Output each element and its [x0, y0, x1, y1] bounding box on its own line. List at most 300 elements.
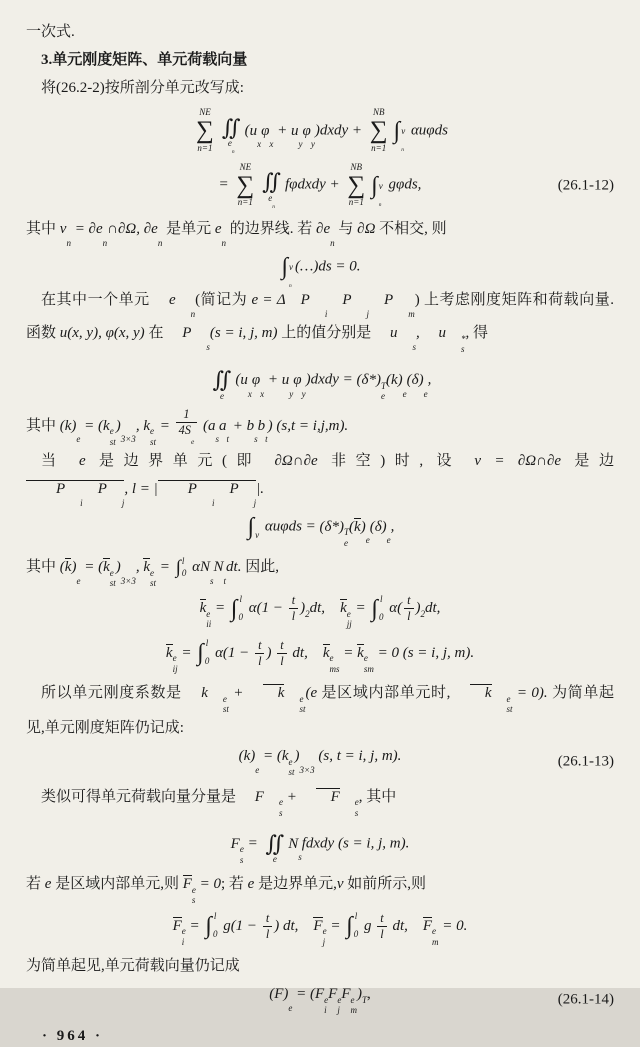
lower-limit	[349, 198, 364, 208]
subscript	[208, 704, 229, 714]
sub-sup-group	[60, 553, 81, 586]
sub-sup-group	[143, 412, 156, 447]
scripts	[284, 694, 305, 715]
equation-line	[26, 104, 614, 158]
text-run: S	[184, 422, 191, 437]
text-run: s	[254, 434, 258, 445]
sub-sup-group	[288, 835, 302, 863]
display-equation	[26, 510, 614, 551]
sub-sup-group	[455, 679, 513, 714]
sub-sup-group	[167, 319, 210, 352]
overline	[340, 599, 347, 617]
text-run: ii	[206, 619, 212, 630]
sub-sup-group	[315, 985, 328, 1015]
base	[247, 418, 255, 434]
base	[250, 123, 258, 139]
lower-limit	[289, 261, 294, 289]
subscript	[401, 147, 405, 157]
superscript	[352, 299, 370, 308]
sub-sup-group	[173, 482, 215, 508]
text-run: N	[213, 558, 224, 575]
text-run: e	[268, 192, 273, 203]
text-run: ) dt,	[274, 917, 314, 934]
fraction	[277, 638, 286, 669]
subscript	[352, 309, 370, 319]
text-run: 非空)时, 设	[317, 453, 475, 470]
inline-math	[251, 291, 415, 319]
text-run: ) (s,t = i,j,m).	[267, 417, 349, 434]
text-run: s	[354, 807, 359, 818]
text-run: 0	[204, 656, 210, 667]
sub-sup-group	[370, 518, 391, 546]
paragraph	[26, 447, 614, 508]
subscript	[446, 344, 466, 354]
display-equation	[26, 250, 614, 289]
text-run: l	[291, 609, 296, 624]
inline-math	[154, 291, 196, 319]
superscript	[289, 273, 293, 283]
subscript	[224, 576, 227, 586]
subscript	[173, 664, 178, 674]
upper-limit	[379, 595, 384, 605]
subscript	[103, 238, 108, 248]
text-run: e	[329, 653, 334, 664]
text-run: st	[109, 436, 116, 447]
text-run: s	[215, 434, 219, 445]
text-run: l	[205, 638, 209, 649]
subscript	[269, 139, 273, 149]
paragraph	[26, 679, 614, 742]
text-run: +	[264, 371, 282, 388]
text-run: m	[432, 936, 439, 947]
text-run: 2	[305, 608, 310, 619]
subscript	[66, 238, 71, 248]
fraction	[176, 407, 198, 446]
paragraph	[26, 407, 614, 447]
subscript	[158, 238, 163, 248]
superscript	[300, 756, 315, 765]
text-run: (	[98, 558, 104, 575]
text-run: α	[188, 558, 200, 575]
sub-sup-group	[310, 985, 367, 1015]
text-run: 是区域内部单元时,	[317, 684, 455, 701]
text-run: st	[299, 703, 306, 714]
section-heading	[26, 46, 614, 74]
integral-limits	[255, 513, 259, 541]
equation-line	[26, 158, 614, 212]
base	[288, 836, 298, 852]
text-run: e	[76, 434, 81, 445]
big-operator	[196, 108, 214, 154]
operator-glyph: ∑	[347, 171, 366, 199]
text-run: k	[340, 600, 347, 617]
sub-sup-group	[257, 593, 310, 628]
text-run: n=1	[197, 142, 213, 153]
text-run: dt.	[226, 558, 242, 575]
subscript	[379, 202, 383, 212]
subscript	[107, 498, 125, 508]
inline-math	[59, 220, 163, 248]
text-run: F	[172, 917, 182, 934]
sub-sup-group	[423, 917, 439, 947]
lower-limit	[182, 569, 187, 579]
sub-sup-group	[154, 286, 195, 319]
operator-glyph: ∬	[265, 830, 285, 856]
subscript	[226, 434, 229, 444]
text-run: k	[322, 644, 330, 661]
lower-limit	[268, 194, 275, 210]
base	[384, 292, 393, 308]
text-run: l	[379, 593, 383, 604]
text-run: e	[76, 575, 81, 586]
subscript	[362, 1005, 367, 1014]
text-run: e	[149, 426, 154, 437]
big-operator	[370, 108, 388, 154]
base	[143, 418, 150, 434]
lower-limit	[371, 144, 386, 154]
integral-limits	[205, 639, 210, 667]
sub-sup-group	[269, 985, 292, 1013]
text-run: u	[281, 371, 290, 388]
text-run: ,	[390, 518, 395, 535]
text-run: n	[272, 203, 275, 210]
text-run: P	[229, 481, 239, 498]
lower-limit	[238, 198, 253, 208]
base	[269, 986, 288, 1002]
sub-sup-group	[98, 553, 136, 588]
text-run: )	[266, 644, 276, 661]
text-run: l	[354, 911, 358, 922]
superscript	[176, 299, 196, 308]
text-run: k	[354, 518, 361, 535]
text-run: e	[354, 797, 359, 808]
text-run: k	[103, 417, 110, 434]
overline	[354, 518, 361, 536]
text-run: = 0).	[512, 684, 548, 701]
text-run: t	[223, 575, 227, 586]
text-run: t	[407, 593, 411, 608]
text-run: ν = ∂Ω∩∂e	[474, 453, 562, 470]
text-run: =	[211, 600, 229, 617]
text-run: 在其中一个单元	[41, 291, 154, 308]
scripts	[340, 797, 359, 818]
sub-sup-group	[401, 127, 405, 157]
text-run: s	[239, 854, 244, 865]
base	[276, 748, 300, 778]
equation-line	[26, 590, 614, 632]
sub-sup-group	[293, 371, 305, 399]
text-run: (	[349, 518, 355, 535]
display-equation	[26, 744, 614, 780]
text-run: e	[344, 537, 349, 548]
text-run: dt,	[309, 600, 341, 617]
subscript	[393, 309, 415, 319]
text-run: st	[222, 703, 229, 714]
text-run: =	[292, 986, 310, 1003]
base	[386, 372, 403, 388]
operator-glyph: ∑	[196, 117, 214, 145]
text-run: P	[187, 481, 197, 498]
text-run: F	[341, 986, 351, 1003]
lower-limit	[228, 139, 235, 155]
text-run: (k)	[386, 371, 403, 388]
integral	[231, 595, 243, 623]
text-run: t	[226, 434, 229, 445]
sub-sup-group	[214, 553, 227, 586]
subscript	[260, 389, 264, 399]
base	[315, 986, 324, 1002]
scripts	[352, 299, 370, 319]
superscript	[239, 488, 257, 497]
operator-glyph: ∬	[221, 115, 241, 140]
text-run: = 0 (s = i, j, m).	[373, 644, 475, 661]
text-run: e	[227, 138, 232, 149]
text-run: st	[149, 436, 156, 447]
text-run: (	[59, 558, 65, 575]
subscript	[272, 204, 275, 210]
text-run: (s = i, j, m)	[209, 324, 278, 341]
equation-number: (26.1-14)	[557, 991, 614, 1008]
base	[200, 559, 210, 575]
text-run: u	[438, 324, 447, 341]
numerator	[263, 911, 272, 927]
base	[370, 519, 387, 535]
text-run: i	[211, 497, 215, 508]
subscript	[424, 389, 428, 399]
base	[188, 481, 197, 497]
text-run: =	[259, 748, 277, 765]
superscript	[191, 332, 210, 341]
base	[240, 372, 248, 388]
text-run: 是边界单元,	[254, 876, 337, 893]
text-run: u	[291, 122, 299, 139]
sub-sup-group	[200, 599, 212, 629]
text-run: g	[360, 917, 376, 934]
base	[439, 325, 447, 341]
scripts	[121, 566, 136, 586]
text-run: e	[288, 1002, 293, 1013]
numerator	[176, 407, 198, 423]
text-run: l	[181, 555, 185, 566]
sub-sup-group	[303, 122, 315, 150]
equation-content	[246, 513, 395, 548]
base	[215, 221, 222, 237]
text-run: (	[235, 371, 241, 388]
equation-content	[173, 911, 468, 947]
denominator	[404, 609, 413, 624]
inline-math	[214, 220, 227, 248]
lower-limit	[273, 855, 277, 865]
base	[401, 127, 405, 137]
equation-content	[239, 747, 402, 777]
display-equation	[26, 635, 614, 677]
base	[289, 263, 293, 273]
text-run: |.	[256, 481, 265, 498]
base	[293, 372, 301, 388]
text-run: e	[150, 567, 154, 578]
text-run: F	[422, 917, 433, 934]
text-run: 0	[238, 611, 243, 622]
scripts	[492, 694, 513, 715]
sub-sup-group	[96, 215, 107, 248]
overline	[316, 788, 340, 806]
text-run: NE	[199, 107, 211, 118]
subscript	[289, 767, 295, 777]
text-run: αuφds =	[261, 518, 320, 535]
text-run: F	[313, 917, 323, 934]
subscript	[206, 619, 211, 629]
inline-math	[274, 453, 317, 469]
text-run: α	[244, 600, 257, 617]
base	[255, 789, 264, 805]
sub-sup-group	[277, 747, 315, 777]
sub-sup-group	[103, 553, 116, 588]
base	[261, 123, 269, 139]
text-run: e	[214, 220, 222, 237]
lower-limit	[205, 657, 210, 667]
big-operator	[222, 107, 241, 155]
overline	[183, 875, 192, 893]
text-run: k	[357, 644, 364, 661]
denominator	[255, 654, 264, 669]
text-run: t	[265, 434, 268, 445]
sub-sup-group	[60, 412, 81, 445]
sub-sup-group	[282, 747, 295, 777]
sub-sup-group	[282, 371, 294, 399]
integral	[205, 912, 217, 940]
text-run: a	[218, 417, 227, 434]
subscript	[347, 619, 352, 629]
superscript	[197, 488, 215, 497]
operator-glyph: ∬	[262, 169, 281, 195]
text-run: φ	[251, 371, 261, 388]
base	[310, 986, 363, 1016]
base	[239, 748, 256, 764]
equation-line	[26, 250, 614, 289]
integral	[281, 253, 294, 289]
base	[328, 986, 337, 1002]
upper-limit	[255, 513, 259, 523]
text-run: )dxdy +	[314, 122, 366, 139]
text-run: e	[506, 693, 511, 704]
sub-sup-group	[397, 593, 425, 628]
text-run: NB	[372, 107, 385, 118]
inline-math	[167, 324, 278, 352]
equation-line	[26, 635, 614, 677]
paragraph	[26, 74, 614, 102]
text-run: T	[381, 380, 387, 391]
overline	[26, 480, 124, 508]
scripts	[121, 425, 136, 445]
text-run: 其中	[26, 220, 60, 237]
text-run: P	[342, 291, 352, 308]
subscript	[121, 434, 136, 444]
subscript	[302, 389, 306, 399]
sub-sup-group	[366, 286, 415, 319]
equation-line	[26, 820, 614, 868]
text-run: 与	[334, 220, 358, 237]
big-operator	[213, 359, 232, 401]
superscript	[65, 488, 83, 497]
upper-limit	[213, 912, 218, 922]
text-run: 一次式.	[26, 24, 75, 40]
superscript	[330, 653, 340, 663]
integral	[393, 117, 406, 154]
equation-line	[26, 982, 614, 1018]
inline-math	[240, 788, 359, 818]
overline	[313, 917, 322, 935]
text-run: e	[423, 388, 428, 399]
text-run: αuφds	[407, 122, 448, 139]
text-run: 为简单起见,单元刚度矩阵仍记成:	[26, 684, 614, 737]
text-run: T	[362, 994, 368, 1005]
superscript	[264, 797, 283, 807]
text-run: fφdxdy +	[284, 177, 344, 194]
subscript	[110, 578, 116, 588]
text-run: k	[484, 684, 492, 701]
scripts	[330, 653, 340, 674]
text-run: 将(26.2-2)按所剖分单元改写成:	[41, 80, 244, 96]
sub-sup-group	[349, 518, 370, 546]
text-run: l	[407, 609, 411, 624]
text-run: y	[310, 139, 315, 150]
integral-limits	[289, 253, 294, 289]
text-run: 是区域内部单元,则	[51, 876, 183, 893]
text-run: ∩∂Ω, ∂	[107, 220, 152, 237]
text-run: e	[191, 885, 196, 896]
text-run: k	[165, 644, 173, 661]
text-run: n	[401, 147, 404, 154]
base	[301, 292, 310, 308]
text-run: k	[143, 558, 150, 575]
text-run: 0	[378, 611, 384, 622]
inline-math	[474, 453, 561, 469]
sub-sup-group	[323, 644, 340, 674]
text-run: 当	[41, 453, 79, 470]
text-run: e	[272, 854, 277, 865]
text-run: u	[390, 324, 398, 341]
text-run: (	[98, 417, 104, 434]
text-run: i	[181, 936, 185, 947]
text-run: )	[415, 600, 421, 617]
integral-limits	[182, 557, 187, 579]
text-run: k	[281, 748, 289, 765]
numerator	[289, 593, 298, 609]
scripts	[232, 144, 235, 156]
base	[200, 600, 207, 616]
lower-limit	[213, 930, 218, 940]
upper-limit	[354, 912, 359, 922]
integral	[371, 172, 383, 208]
sub-sup-group	[228, 139, 235, 155]
text-run: =	[243, 835, 262, 852]
text-run: ,	[135, 417, 144, 434]
text-run: )dxdy =	[305, 371, 357, 388]
inline-math	[182, 876, 221, 906]
text-run: =	[80, 417, 99, 434]
scripts	[446, 334, 466, 355]
text-run: F	[230, 835, 240, 852]
paragraph	[26, 553, 614, 588]
sub-sup-group	[320, 518, 349, 548]
sub-sup-group	[250, 122, 262, 150]
text-run: e	[346, 608, 351, 619]
subscript	[191, 342, 210, 352]
base	[103, 418, 110, 434]
text-run: u(x, y), φ(x, y)	[59, 324, 145, 341]
equation-content	[192, 107, 448, 155]
base	[98, 417, 121, 447]
